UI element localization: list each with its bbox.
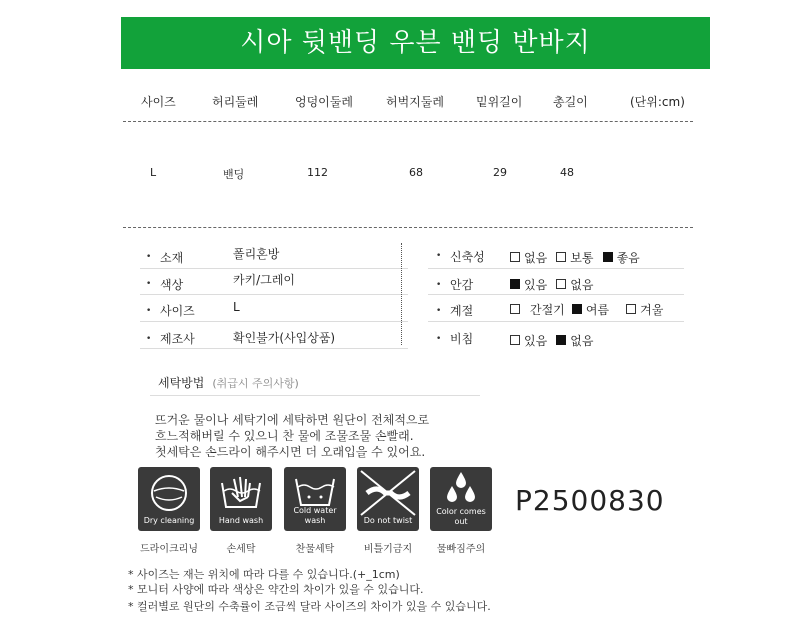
value-thigh: 68: [409, 166, 423, 179]
spec-row-line: [428, 321, 684, 322]
option-label: 없음: [524, 250, 548, 265]
washing-title: [158, 374, 299, 391]
spec-row-line: [140, 294, 408, 295]
care-caption: 손세탁: [226, 544, 256, 555]
value-size: L: [150, 166, 157, 179]
spec-row-line: [428, 268, 684, 269]
care-label: Hand wash: [218, 516, 264, 525]
option-stretch-good[interactable]: [603, 249, 640, 266]
stretch-options: [510, 247, 644, 266]
unit-label: (단위:cm): [630, 95, 685, 109]
spec-separator: [401, 243, 402, 345]
care-caption: 찬물세탁: [295, 544, 335, 555]
bullet: •: [146, 306, 152, 316]
washing-divider: [150, 395, 480, 396]
spec-row-line: [140, 268, 408, 269]
option-season-summer[interactable]: [572, 301, 609, 318]
header-hip: 엉덩이둘레: [295, 95, 353, 109]
spec-label-see-through: 비침: [450, 332, 474, 346]
bullet: •: [146, 334, 152, 344]
option-label: 간절기: [530, 302, 565, 317]
option-see-through-yes[interactable]: [510, 332, 547, 349]
spec-value-color: 카키/그레이: [233, 273, 296, 287]
checkbox-checked-icon: [603, 252, 613, 262]
option-label: 있음: [524, 277, 548, 292]
care-caption: 물빠짐주의: [436, 544, 486, 555]
value-rise: 29: [493, 166, 507, 179]
checkbox-checked-icon: [572, 304, 582, 314]
header-length: 총길이: [553, 95, 588, 109]
care-label: Cold water wash: [293, 506, 337, 525]
option-label: 보통: [570, 250, 594, 265]
see-through-options: [510, 330, 597, 349]
washing-title-text: 세탁방법: [158, 376, 205, 390]
spec-label-stretch: 신축성: [450, 250, 485, 264]
option-see-through-no[interactable]: [556, 332, 593, 349]
note-line-3: * 컬러별로 원단의 수축률이 조금씩 달라 사이즈의 차이가 있을 수 있습니다.: [128, 600, 491, 613]
table-divider-top: [123, 121, 693, 122]
checkbox-icon: [556, 279, 566, 289]
washing-subtitle: (취급시 주의사항): [212, 377, 299, 390]
lining-options: [510, 274, 597, 293]
washing-line-1: 뜨거운 물이나 세탁기에 세탁하면 원단이 전체적으로: [155, 413, 430, 427]
checkbox-icon: [556, 252, 566, 262]
bullet: •: [436, 334, 442, 344]
checkbox-icon: [510, 304, 520, 314]
season-options: [510, 299, 667, 318]
option-season-transition[interactable]: [510, 301, 565, 318]
bullet: •: [436, 251, 442, 261]
option-label: 여름: [585, 302, 610, 317]
care-caption: 드라이크리닝: [140, 544, 198, 555]
value-length: 48: [560, 166, 574, 179]
option-label: 없음: [570, 333, 594, 348]
option-stretch-normal[interactable]: [556, 249, 593, 266]
header-size: 사이즈: [141, 95, 176, 109]
bullet: •: [146, 279, 152, 289]
care-label: Dry cleaning: [143, 516, 195, 525]
washing-line-2: 흐느적해버릴 수 있으니 찬 물에 조물조물 손빨래.: [155, 429, 414, 443]
spec-label-lining: 안감: [450, 278, 474, 292]
dry-cleaning-icon: [138, 467, 200, 531]
spec-label-color: 색상: [160, 278, 184, 292]
checkbox-checked-icon: [556, 335, 566, 345]
spec-label-size: 사이즈: [160, 304, 195, 318]
cold-water-wash-icon: [284, 467, 346, 531]
checkbox-icon: [626, 304, 636, 314]
spec-label-season: 계절: [450, 304, 474, 318]
value-waist: 밴딩: [223, 168, 245, 181]
table-divider-bottom: [123, 227, 693, 228]
spec-label-maker: 제조사: [160, 332, 195, 346]
bullet: •: [436, 306, 442, 316]
value-hip: 112: [307, 166, 328, 179]
option-label: 있음: [524, 333, 548, 348]
washing-line-3: 첫세탁은 손드라이 해주시면 더 오래입을 수 있어요.: [155, 445, 426, 459]
product-title: 시아 뒷밴딩 우븐 밴딩 반바지: [121, 17, 710, 69]
bullet: •: [146, 252, 152, 262]
bullet: •: [436, 280, 442, 290]
hand-wash-icon: [210, 467, 272, 531]
spec-value-material: 폴리혼방: [233, 247, 280, 261]
header-waist: 허리둘레: [212, 95, 259, 109]
note-line-2: * 모니터 사양에 따라 색상은 약간의 차이가 있을 수 있습니다.: [128, 583, 424, 596]
option-label: 좋음: [616, 250, 640, 265]
care-caption: 비틀기금지: [363, 544, 413, 555]
spec-row-line: [428, 294, 684, 295]
do-not-twist-icon: [357, 467, 419, 531]
checkbox-checked-icon: [510, 279, 520, 289]
care-label: Color comes out: [436, 507, 486, 526]
option-lining-no[interactable]: [556, 276, 593, 293]
option-stretch-none[interactable]: [510, 249, 547, 266]
product-code: P2500830: [515, 484, 665, 517]
color-comes-out-icon: [430, 467, 492, 531]
care-label: Do not twist: [363, 516, 413, 525]
header-thigh: 허벅지둘레: [386, 95, 444, 109]
option-label: 겨울: [640, 302, 664, 317]
option-label: 없음: [570, 277, 594, 292]
spec-value-maker: 확인불가(사입상품): [233, 331, 336, 345]
checkbox-icon: [510, 252, 520, 262]
note-line-1: * 사이즈는 재는 위치에 따라 다를 수 있습니다.(+_1cm): [128, 568, 400, 581]
header-rise: 밑위길이: [476, 95, 523, 109]
option-lining-yes[interactable]: [510, 276, 547, 293]
spec-row-line: [140, 321, 408, 322]
option-season-winter[interactable]: [626, 301, 663, 318]
spec-label-material: 소재: [160, 251, 184, 265]
spec-row-line: [140, 348, 408, 349]
checkbox-icon: [510, 335, 520, 345]
spec-value-size: L: [233, 300, 240, 314]
